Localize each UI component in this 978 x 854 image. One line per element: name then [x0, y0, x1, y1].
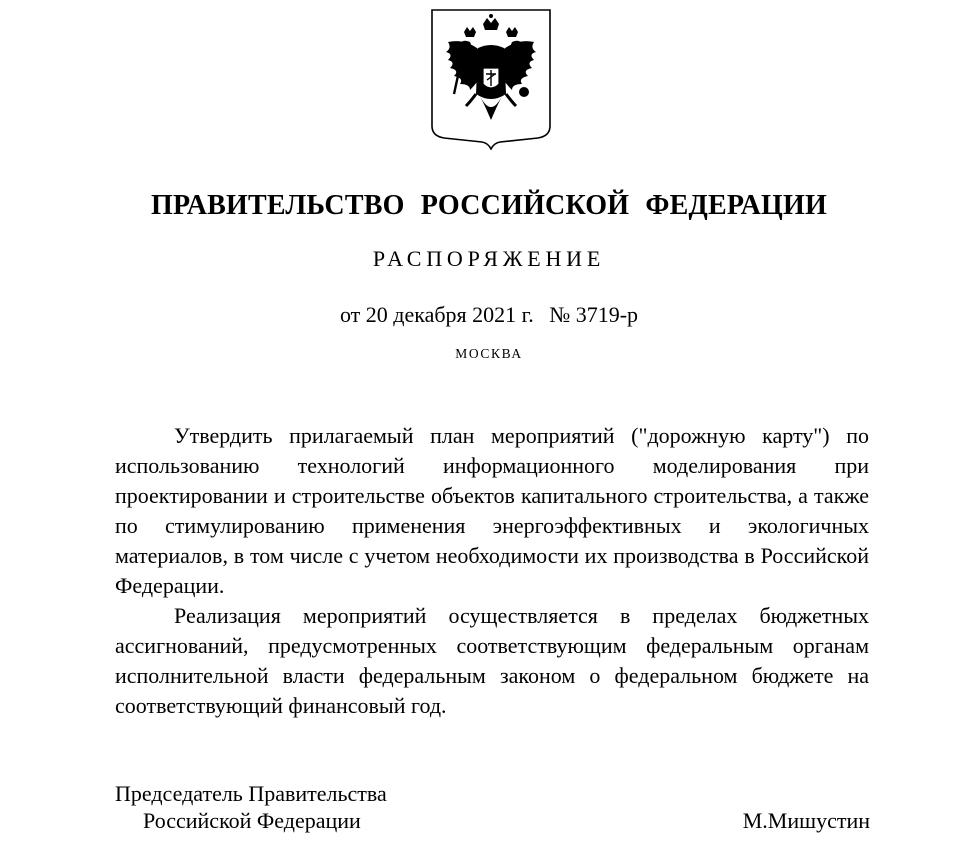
signatory-position-line1: Председатель Правительства [115, 781, 387, 806]
document-date: от 20 декабря 2021 г. [339, 302, 534, 327]
document-city: МОСКВА [455, 346, 523, 361]
document-number: № 3719-р [549, 302, 639, 327]
government-title: ПРАВИТЕЛЬСТВО РОССИЙСКОЙ ФЕДЕРАЦИИ [151, 190, 827, 221]
document-date-line [0, 300, 978, 330]
body-paragraph-2: Реализация мероприятий осуществляется в пределах бюджетных ассигнований, предусмотренных соответствующим федеральным органам исполнительной власти федеральным законом о федеральном бюджете на соответствующий финансовый год. [115, 603, 869, 718]
document-body [115, 421, 869, 721]
signatory-name: М.Мишустин [742, 808, 870, 833]
body-paragraph-1: Утвердить прилагаемый план мероприятий ("дорожную карту") по использованию технологий информационного моделирования при проектировании и строительстве объектов капитального строительства, а также по стимулированию применения энергоэффективных и экологичных материалов, в том числе с учетом необходимости их производства в Российской Федерации. [115, 423, 869, 598]
russian-coat-of-arms-icon [430, 8, 552, 150]
signatory-position-line2: Российской Федерации [143, 808, 361, 833]
document-type: РАСПОРЯЖЕНИЕ [372, 246, 606, 271]
